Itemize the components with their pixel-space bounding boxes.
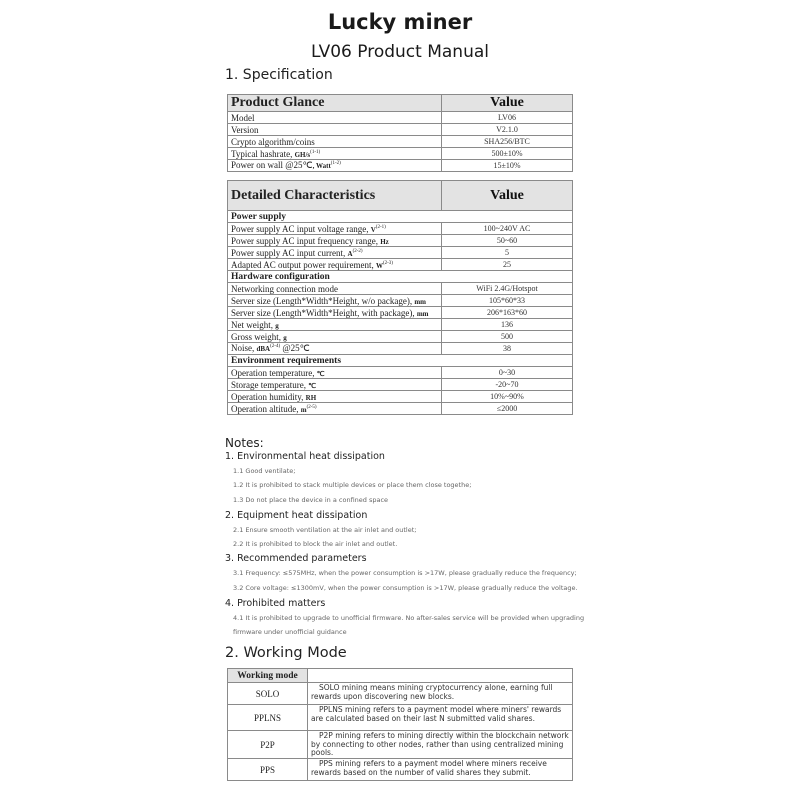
note-item: 2.1 Ensure smooth ventilation at the air inlet and outlet; — [233, 526, 417, 534]
spec-value: ≤2000 — [442, 403, 573, 415]
spec-label — [228, 112, 442, 124]
spec-section-row — [228, 211, 573, 223]
spec-section-row — [228, 355, 573, 367]
product-glance-table — [227, 94, 573, 172]
spec-label — [228, 136, 442, 148]
spec-row — [228, 124, 573, 136]
spec-value: -20~70 — [442, 379, 573, 391]
spec-unit: RH — [305, 393, 317, 402]
spec-label-text: Server size (Length*Width*Height, with package), — [231, 307, 417, 318]
spec-label-text: Noise, — [231, 343, 257, 353]
working-mode-name: SOLO — [228, 683, 308, 705]
spec-label — [228, 295, 442, 307]
working-mode-name: PPLNS — [228, 705, 308, 731]
detailed-header-value: Value — [442, 181, 573, 211]
spec-value: LV06 — [442, 112, 573, 124]
spec-footnote-ref: (2-3) — [382, 260, 393, 266]
working-mode-name: PPS — [228, 759, 308, 781]
spec-row — [228, 391, 573, 403]
working-mode-row — [228, 683, 573, 705]
spec-value: 50~60 — [442, 235, 573, 247]
spec-label-text: Server size (Length*Width*Height, w/o package), — [231, 295, 415, 306]
spec-label-text: Power supply AC input current, — [231, 247, 348, 258]
spec-label — [228, 148, 442, 160]
note-heading: 1. Environmental heat dissipation — [225, 451, 385, 462]
spec-footnote-ref: (2-1) — [375, 224, 386, 230]
spec-section-row — [228, 271, 573, 283]
spec-label-text: Power supply AC input frequency range, — [231, 235, 381, 246]
working-mode-row — [228, 759, 573, 781]
spec-label-text: Operation humidity, — [231, 391, 306, 402]
spec-label — [228, 391, 442, 403]
spec-row — [228, 136, 573, 148]
spec-section-title: Power supply — [228, 211, 573, 223]
spec-footnote-ref: (2-5) — [306, 404, 317, 410]
spec-label — [228, 367, 442, 379]
spec-unit: A — [347, 249, 353, 258]
spec-value: WiFi 2.4G/Hotspot — [442, 283, 573, 295]
spec-unit: GH/s — [294, 150, 311, 159]
spec-row — [228, 367, 573, 379]
spec-label-text: Operation temperature, — [231, 367, 317, 378]
spec-row — [228, 112, 573, 124]
spec-label-text: Power on wall @25℃ — [231, 160, 313, 170]
working-mode-header-blank — [308, 669, 573, 683]
spec-unit: Hz — [380, 237, 389, 246]
spec-label — [228, 307, 442, 319]
spec-row — [228, 247, 573, 259]
spec-label-text: Net weight, — [231, 319, 276, 330]
spec-label — [228, 343, 442, 355]
notes-title: Notes: — [225, 436, 264, 450]
glance-header-value: Value — [442, 95, 573, 112]
spec-row — [228, 403, 573, 415]
spec-label-text: Model — [231, 112, 255, 123]
spec-row — [228, 223, 573, 235]
spec-label-text: Power supply AC input voltage range, — [231, 223, 371, 234]
spec-value: V2.1.0 — [442, 124, 573, 136]
spec-value: 5 — [442, 247, 573, 259]
spec-unit: dBA — [256, 345, 271, 353]
spec-row — [228, 235, 573, 247]
spec-label — [228, 235, 442, 247]
working-mode-row — [228, 705, 573, 731]
spec-footnote-ref: (2-2) — [352, 248, 363, 254]
spec-label-text: Operation altitude, — [231, 403, 301, 414]
spec-suffix: @25℃ — [280, 343, 310, 353]
spec-unit: g — [275, 321, 279, 330]
note-item: 2.2 It is prohibited to block the air inlet and outlet. — [233, 540, 398, 548]
spec-value: 100~240V AC — [442, 223, 573, 235]
note-item: firmware under unofficial guidance — [233, 628, 347, 636]
spec-row — [228, 307, 573, 319]
spec-value: 136 — [442, 319, 573, 331]
spec-row — [228, 160, 573, 172]
spec-label — [228, 160, 442, 172]
spec-row — [228, 259, 573, 271]
section-working-mode-title: 2. Working Mode — [225, 645, 347, 661]
note-item: 1.2 It is prohibited to stack multiple devices or place them close togethe; — [233, 481, 472, 489]
spec-footnote-ref: (2-4) — [270, 344, 281, 349]
spec-unit: g — [283, 333, 287, 342]
spec-value: 25 — [442, 259, 573, 271]
detailed-header-label: Detailed Characteristics — [228, 181, 442, 211]
spec-row — [228, 319, 573, 331]
spec-unit: W — [375, 261, 383, 270]
spec-label-text: Crypto algorithm/coins — [231, 136, 315, 147]
glance-header-label: Product Glance — [228, 95, 442, 112]
working-mode-row — [228, 731, 573, 759]
spec-label — [228, 379, 442, 391]
spec-unit: ℃ — [316, 369, 325, 378]
spec-label — [228, 331, 442, 343]
working-mode-name: P2P — [228, 731, 308, 759]
spec-value: 500 — [442, 331, 573, 343]
spec-label-text: Storage temperature, — [231, 379, 309, 390]
spec-label-text: Version — [231, 124, 259, 135]
note-heading: 2. Equipment heat dissipation — [225, 510, 368, 521]
working-mode-description: P2P mining refers to mining directly within the blockchain network by connecting to other nodes, rather than using centralized mining pools. — [308, 731, 573, 759]
spec-label — [228, 259, 442, 271]
spec-label-text: Gross weight, — [231, 331, 284, 342]
detailed-characteristics-table — [227, 180, 573, 415]
working-mode-description: SOLO mining means mining cryptocurrency alone, earning full rewards upon discovering new blocks. — [308, 683, 573, 705]
working-mode-header: Working mode — [228, 669, 308, 683]
spec-unit: , Watt — [312, 162, 331, 170]
spec-section-title: Hardware configuration — [228, 271, 573, 283]
spec-label — [228, 223, 442, 235]
spec-unit: mm — [414, 297, 426, 306]
note-item: 3.2 Core voltage: ≤1300mV, when the power consumption is >17W, please gradually reduce the voltage. — [233, 584, 578, 592]
spec-unit: V — [370, 225, 376, 234]
working-mode-description: PPLNS mining refers to a payment model where miners' rewards are calculated based on their last N submitted valid shares. — [308, 705, 573, 731]
spec-value: 15±10% — [442, 160, 573, 172]
section-specification-title: 1. Specification — [225, 67, 333, 83]
spec-value: 0~30 — [442, 367, 573, 379]
spec-value: 10%~90% — [442, 391, 573, 403]
note-heading: 4. Prohibited matters — [225, 598, 326, 609]
note-item: 4.1 It is prohibited to upgrade to unofficial firmware. No after-sales service will be provided when upgrading — [233, 614, 585, 622]
working-mode-description: PPS mining refers to a payment model where miners receive rewards based on the number of valid shares they submit. — [308, 759, 573, 781]
spec-value: 206*163*60 — [442, 307, 573, 319]
spec-value: SHA256/BTC — [442, 136, 573, 148]
spec-value: 38 — [442, 343, 573, 355]
spec-value: 500±10% — [442, 148, 573, 160]
spec-unit: ℃ — [308, 381, 317, 390]
spec-value: 105*60*33 — [442, 295, 573, 307]
document-subtitle: LV06 Product Manual — [311, 42, 489, 62]
spec-unit: m — [300, 405, 307, 414]
spec-unit: mm — [416, 309, 429, 318]
spec-footnote-ref: (1-1) — [310, 149, 321, 155]
note-heading: 3. Recommended parameters — [225, 553, 367, 564]
spec-label — [228, 403, 442, 415]
spec-row — [228, 343, 573, 355]
spec-label-text: Typical hashrate, — [231, 148, 295, 159]
spec-row — [228, 331, 573, 343]
spec-label — [228, 319, 442, 331]
spec-label — [228, 283, 442, 295]
spec-row — [228, 379, 573, 391]
spec-label-text: Networking connection mode — [231, 283, 338, 294]
note-item: 1.3 Do not place the device in a confined space — [233, 496, 389, 504]
working-mode-table — [227, 668, 573, 781]
spec-label — [228, 124, 442, 136]
note-item: 3.1 Frequency: ≤575MHz, when the power consumption is >17W, please gradually reduce the frequency; — [233, 569, 577, 577]
spec-label-text: Adapted AC output power requirement, — [231, 259, 376, 270]
spec-row — [228, 295, 573, 307]
document-title: Lucky miner — [327, 10, 473, 34]
spec-row — [228, 148, 573, 160]
spec-label — [228, 247, 442, 259]
spec-row — [228, 283, 573, 295]
note-item: 1.1 Good ventilate; — [233, 467, 296, 475]
spec-section-title: Environment requirements — [228, 355, 573, 367]
spec-footnote-ref: (1-2) — [330, 161, 341, 166]
